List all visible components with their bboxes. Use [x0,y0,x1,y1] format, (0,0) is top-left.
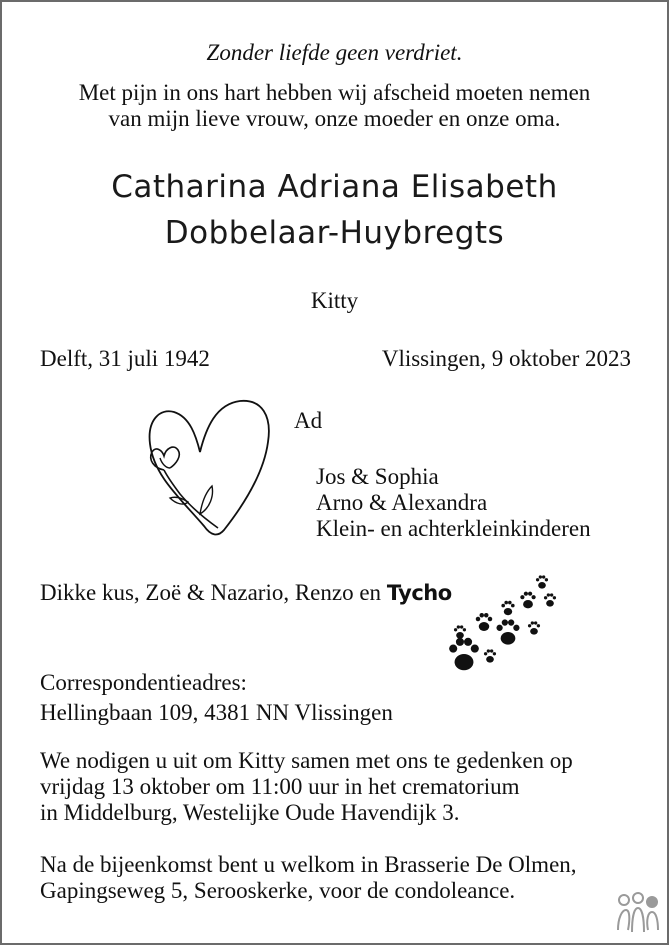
heart-flower-line-drawing-icon [140,398,290,548]
paw-prints-icon [442,570,562,674]
children-list [316,464,591,542]
invitation-block [40,748,573,826]
deceased-name-line-2: Dobbelaar-Huybregts [164,215,505,251]
reception-line-1: Na de bijeenkomst bent u welkom in Brasserie De Olmen, [40,852,577,877]
kisses-text: Dikke kus, Zoë & Nazario, Renzo en [40,580,382,605]
birth-date-place: Delft, 31 juli 1942 [40,346,210,371]
spouse-name: Ad [294,408,323,433]
people-logo-icon [614,890,662,936]
children-item: Jos & Sophia [316,464,439,489]
children-item: Klein- en achterkleinkinderen [316,516,591,541]
motto: Zonder liefde geen verdriet. [206,40,463,65]
reception-line-2: Gapingseweg 5, Serooskerke, voor de condoleance. [40,878,516,903]
deceased-name-line-1: Catharina Adriana Elisabeth [111,169,558,205]
nickname: Kitty [310,288,359,313]
reception-block [40,852,577,904]
correspondence-label: Correspondentieadres: [40,670,247,695]
intro-line-2: van mijn lieve vrouw, onze moeder en onze oma. [108,106,561,131]
kisses-line [40,580,452,606]
correspondence-block [40,670,393,726]
death-date-place: Vlissingen, 9 oktober 2023 [381,346,631,371]
invitation-line-1: We nodigen u uit om Kitty samen met ons te gedenken op [40,748,573,773]
invitation-line-2: vrijdag 13 oktober om 11:00 uur in het crematorium [40,774,520,799]
correspondence-address: Hellingbaan 109, 4381 NN Vlissingen [40,700,393,725]
intro-line-1: Met pijn in ons hart hebben wij afscheid moeten nemen [78,80,591,105]
kisses-handwritten-name: Tycho [386,581,452,605]
invitation-line-3: in Middelburg, Westelijke Oude Havendijk 3. [40,800,460,825]
children-item: Arno & Alexandra [316,490,488,515]
